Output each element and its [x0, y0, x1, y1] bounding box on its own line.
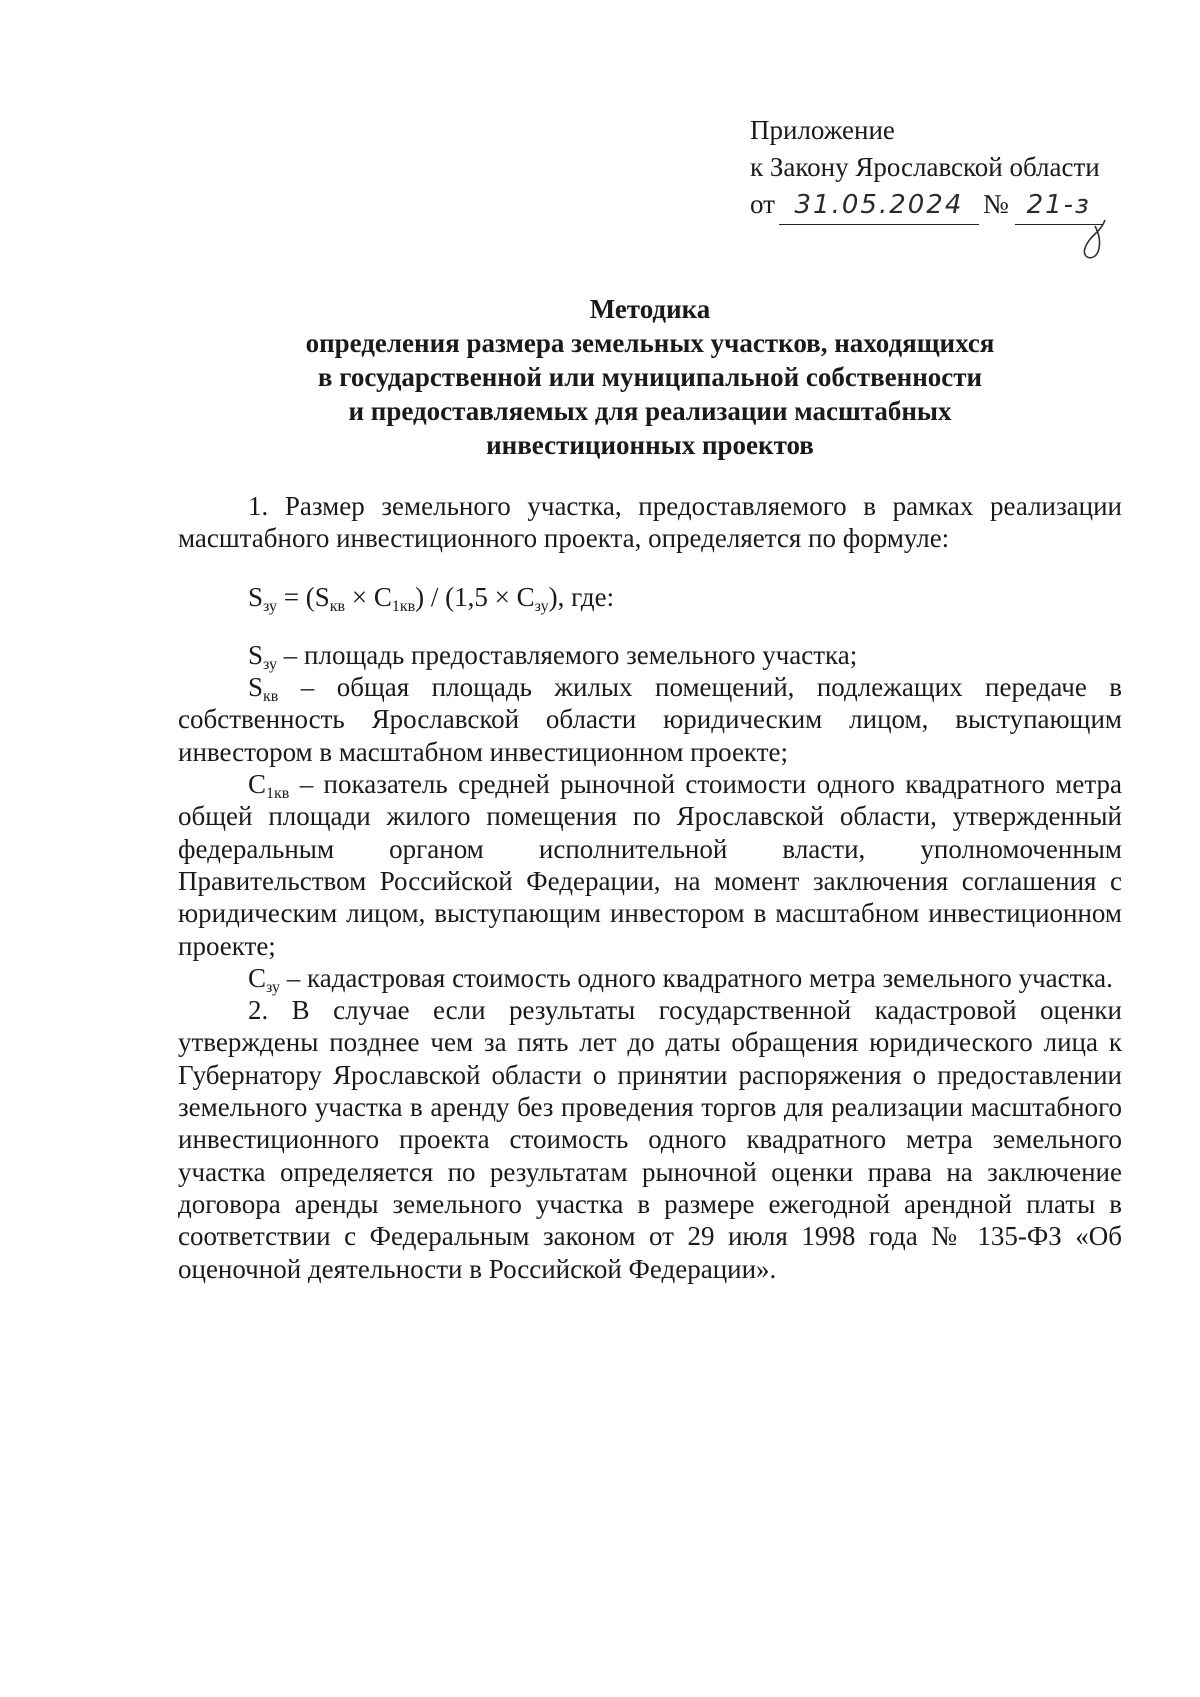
definition-czu: $C_{зу}$ – кадастровая стоимость одного квадратного метра земельного участка. [248, 962, 1113, 996]
handwritten-date: 31.05.2024 [779, 187, 979, 225]
title-main: Методика [589, 294, 711, 324]
title-line-4: инвестиционных проектов [486, 430, 814, 460]
from-label: от [750, 189, 775, 219]
handwriting-stroke-icon [1075, 218, 1115, 268]
definition-szu: $S_{зу}$ – площадь предоставляемого земельного участка; [248, 639, 858, 673]
paragraph-1: 1. Размер земельного участка, предоставляемого в рамках реализации масштабного инвестиционного проекта, определяется по формуле: [178, 491, 1122, 554]
handwritten-number: 21-з [1015, 187, 1103, 225]
paragraph-2: 2. В случае если результаты государственной кадастровой оценки утверждены позднее чем за пять лет до даты обращения юридического лица к Губернатору Ярославской области о принятии распоряжения о предоставлении земельного участка в аренду без проведения торгов для реализации масштабного инвестиционного проекта стоимость одного квадратного метра земельного участка определяется по результатам рыночной оценки права на заключение договора аренды земельного участка в размере ежегодной арендной платы в соответствии с Федеральным законом от 29 июля 1998 года № 135-ФЗ «Об оценочной деятельности в Российской Федерации». [178, 995, 1122, 1284]
definition-skv: $S_{кв}$ – общая площадь жилых помещений, подлежащих передаче в собственность Ярославской области юридическим лицом, выступающим инвестором в масштабном инвестиционном проекте; [178, 672, 1122, 767]
title-line-3: и предоставляемых для реализации масштабных [348, 396, 952, 426]
number-label: № [982, 189, 1009, 219]
area-formula: $S_{зу} = (S_{кв} \times C_{1кв}) / (1,5 \times C_{зу})$, где: [248, 581, 615, 615]
title-line-1: определения размера земельных участков, находящихся [305, 328, 995, 358]
title-line-2: в государственной или муниципальной собственности [317, 362, 983, 392]
appendix-header [750, 112, 1103, 225]
document-body [178, 490, 1122, 1285]
appendix-line-1: Приложение [750, 115, 895, 145]
definition-c1kv: $C_{1кв}$ – показатель средней рыночной стоимости одного квадратного метра общей площади жилого помещения по Ярославской области, утвержденный федеральным органом исполнительной власти, уполномоченным Правительством Российской Федерации, на момент заключения соглашения с юридическим лицом, выступающим инвестором в масштабном инвестиционном проекте; [178, 769, 1122, 961]
document-title [180, 292, 1120, 462]
appendix-date-row [750, 186, 1103, 225]
appendix-line-2: к Закону Ярославской области [750, 152, 1100, 182]
